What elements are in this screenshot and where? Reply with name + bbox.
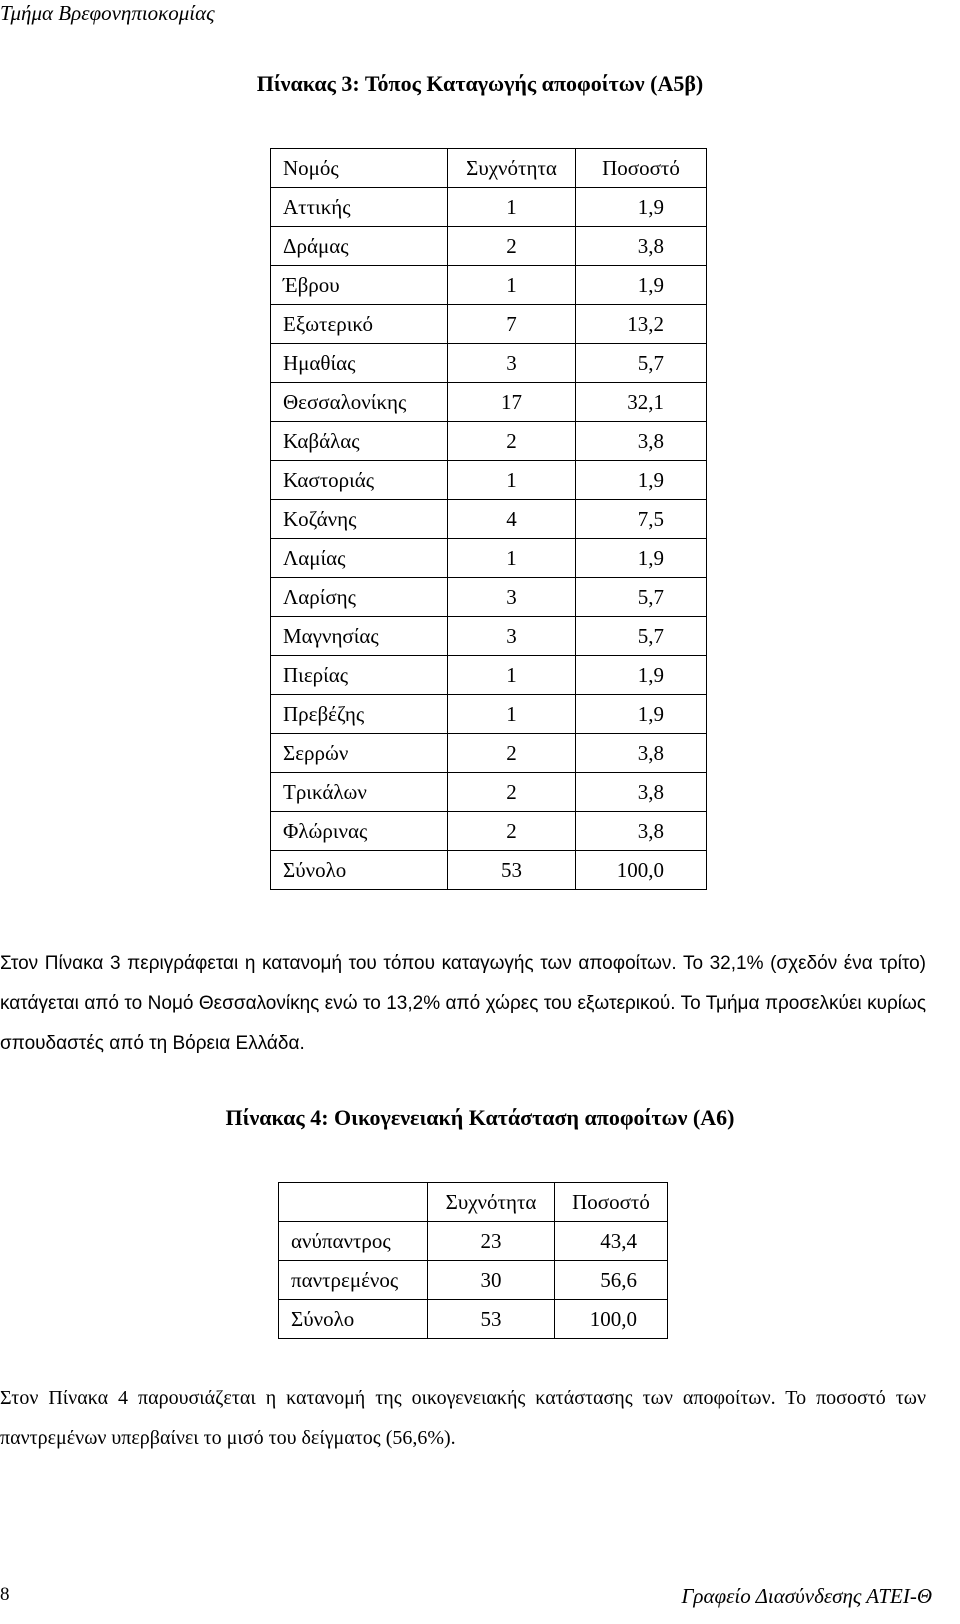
- table-cell: Δράμας: [271, 227, 448, 266]
- table-row: [271, 734, 707, 773]
- table-cell: παντρεμένος: [279, 1261, 428, 1300]
- table-cell: 1,9: [576, 188, 707, 227]
- table-cell: 56,6: [555, 1261, 668, 1300]
- table-cell: Σερρών: [271, 734, 448, 773]
- column-header: Ποσοστό: [555, 1183, 668, 1222]
- table-cell: 4: [448, 500, 576, 539]
- table-row: [271, 344, 707, 383]
- table-cell: 30: [428, 1261, 555, 1300]
- table-cell: 5,7: [576, 344, 707, 383]
- table-cell: Πρεβέζης: [271, 695, 448, 734]
- table-cell: Κοζάνης: [271, 500, 448, 539]
- table-cell: 5,7: [576, 617, 707, 656]
- table-cell: Τρικάλων: [271, 773, 448, 812]
- table-cell: 2: [448, 773, 576, 812]
- table-row: [271, 656, 707, 695]
- table-cell: 5,7: [576, 578, 707, 617]
- table-cell: 1: [448, 695, 576, 734]
- table-row: [271, 617, 707, 656]
- column-header: Συχνότητα: [448, 149, 576, 188]
- column-header: [279, 1183, 428, 1222]
- paragraph-table4-summary: Στον Πίνακα 4 παρουσιάζεται η κατανομή της οικογενειακής κατάστασης των αποφοίτων. Το ποσοστό των παντρεμένων υπερβαίνει το μισό του δείγματος (56,6%).: [0, 1387, 926, 1449]
- table-row: [271, 578, 707, 617]
- table-cell: 2: [448, 227, 576, 266]
- table-cell: 1,9: [576, 461, 707, 500]
- table-cell: 1: [448, 461, 576, 500]
- table-cell: 53: [448, 851, 576, 890]
- table-cell: 100,0: [555, 1300, 668, 1339]
- table-cell: 3,8: [576, 734, 707, 773]
- marital-status-table: [278, 1182, 668, 1339]
- table-cell: 32,1: [576, 383, 707, 422]
- page-header: Τμήμα Βρεφονηπιοκομίας: [0, 1, 215, 25]
- table-row: [271, 773, 707, 812]
- table-row: [271, 422, 707, 461]
- table-cell: 7,5: [576, 500, 707, 539]
- table3-caption: Πίνακας 3: Τόπος Καταγωγής αποφοίτων (Α5β): [256, 71, 704, 96]
- table-row: [279, 1300, 668, 1339]
- table-cell: Ημαθίας: [271, 344, 448, 383]
- table-row: [271, 188, 707, 227]
- table-row: [271, 227, 707, 266]
- table-cell: 3,8: [576, 227, 707, 266]
- table4-caption: Πίνακας 4: Οικογενειακή Κατάσταση αποφοίτων (Α6): [225, 1105, 735, 1130]
- table-cell: 3,8: [576, 773, 707, 812]
- table-cell: 1: [448, 539, 576, 578]
- table-cell: Πιερίας: [271, 656, 448, 695]
- column-header: Συχνότητα: [428, 1183, 555, 1222]
- table-cell: 53: [428, 1300, 555, 1339]
- table-cell: Καβάλας: [271, 422, 448, 461]
- table-cell: Αττικής: [271, 188, 448, 227]
- table-cell: 43,4: [555, 1222, 668, 1261]
- table-row: [271, 851, 707, 890]
- table-cell: Λαρίσης: [271, 578, 448, 617]
- column-header: Νομός: [271, 149, 448, 188]
- table-row: [279, 1222, 668, 1261]
- table-cell: Λαμίας: [271, 539, 448, 578]
- page-number: 8: [0, 1584, 10, 1605]
- table-cell: 100,0: [576, 851, 707, 890]
- table-cell: ανύπαντρος: [279, 1222, 428, 1261]
- table-row: [271, 695, 707, 734]
- table-cell: 3: [448, 617, 576, 656]
- table-cell: 1: [448, 656, 576, 695]
- table-row: [271, 305, 707, 344]
- table-cell: 2: [448, 734, 576, 773]
- table-cell: 3,8: [576, 422, 707, 461]
- table-cell: 7: [448, 305, 576, 344]
- table-cell: Εξωτερικό: [271, 305, 448, 344]
- table-cell: 1,9: [576, 266, 707, 305]
- table-cell: 1,9: [576, 656, 707, 695]
- table-cell: Μαγνησίας: [271, 617, 448, 656]
- table-cell: 2: [448, 422, 576, 461]
- table-cell: 3: [448, 578, 576, 617]
- table-cell: 23: [428, 1222, 555, 1261]
- table-cell: 1,9: [576, 695, 707, 734]
- table-row: [279, 1261, 668, 1300]
- paragraph-table3-summary: Στον Πίνακα 3 περιγράφεται η κατανομή του τόπου καταγωγής των αποφοίτων. Το 32,1% (σχεδόν ένα τρίτο) κατάγεται από το Νομό Θεσσαλονίκης ενώ το 13,2% από χώρες του εξωτερικού. Το Τμήμα προσελκύει κυρίως σπουδαστές από τη Βόρεια Ελλάδα.: [0, 953, 926, 1054]
- table-row: [271, 266, 707, 305]
- table-cell: 1,9: [576, 539, 707, 578]
- table-cell: 2: [448, 812, 576, 851]
- table-cell: 3,8: [576, 812, 707, 851]
- table-cell: Σύνολο: [271, 851, 448, 890]
- table-row: [271, 500, 707, 539]
- table-row: [271, 812, 707, 851]
- table-cell: 13,2: [576, 305, 707, 344]
- table-cell: Σύνολο: [279, 1300, 428, 1339]
- table-cell: 1: [448, 188, 576, 227]
- table-cell: 1: [448, 266, 576, 305]
- column-header: Ποσοστό: [576, 149, 707, 188]
- table-row: [271, 539, 707, 578]
- footer-office: Γραφείο Διασύνδεσης ΑΤΕΙ-Θ: [681, 1584, 932, 1608]
- table-cell: Έβρου: [271, 266, 448, 305]
- table-cell: Φλώρινας: [271, 812, 448, 851]
- table-cell: Καστοριάς: [271, 461, 448, 500]
- table-cell: 17: [448, 383, 576, 422]
- table-cell: 3: [448, 344, 576, 383]
- origin-table: [270, 148, 707, 890]
- table-row: [271, 461, 707, 500]
- table-header-row: [271, 149, 707, 188]
- table-row: [271, 383, 707, 422]
- table-cell: Θεσσαλονίκης: [271, 383, 448, 422]
- table-header-row: [279, 1183, 668, 1222]
